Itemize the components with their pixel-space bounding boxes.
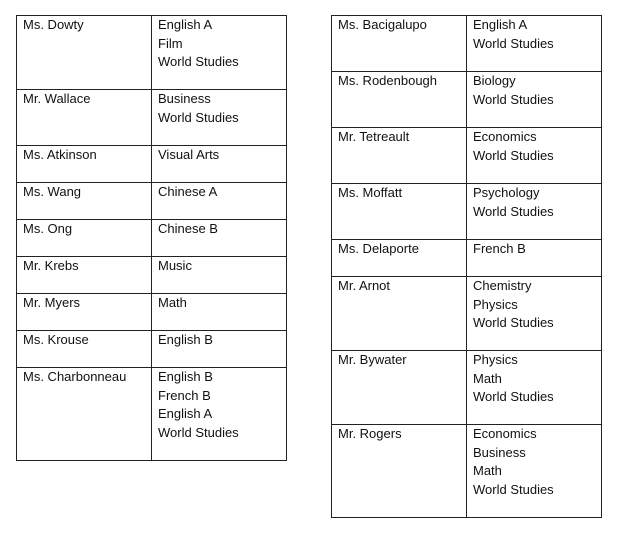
teacher-name: Ms. Ong	[23, 221, 73, 236]
subject: Business	[158, 91, 211, 106]
subjects-cell	[152, 90, 287, 146]
teacher-name-cell	[332, 277, 467, 351]
table-row	[17, 294, 287, 331]
left-teacher-table	[16, 15, 287, 461]
subject: World Studies	[473, 315, 554, 330]
teacher-name: Mr. Arnot	[338, 278, 391, 293]
subject: World Studies	[473, 203, 554, 219]
teacher-name: Ms. Wang	[23, 184, 82, 199]
teacher-name-cell	[17, 294, 152, 331]
table-row	[332, 351, 602, 425]
teacher-name-cell	[17, 220, 152, 257]
subject: Math	[473, 370, 502, 386]
subject: Math	[473, 463, 502, 478]
teacher-name-cell	[332, 184, 467, 240]
table-row	[17, 90, 287, 146]
subjects-cell	[467, 184, 602, 240]
table-row	[17, 220, 287, 257]
teacher-name: Ms. Delaporte	[338, 241, 419, 256]
subject: Film	[158, 35, 183, 51]
table-row	[332, 240, 602, 277]
subjects-cell	[152, 294, 287, 331]
subject: Economics	[473, 426, 537, 441]
table-row	[332, 425, 602, 518]
teacher-name: Ms. Bacigalupo	[338, 17, 427, 32]
subject: World Studies	[473, 91, 554, 107]
right-teacher-table	[331, 15, 602, 518]
subject: English B	[158, 332, 213, 347]
table-row	[17, 257, 287, 294]
subjects-cell	[152, 331, 287, 368]
subjects-cell	[152, 220, 287, 257]
subject: English A	[158, 406, 213, 421]
teacher-name-cell	[17, 331, 152, 368]
table-row	[17, 16, 287, 90]
subject: World Studies	[158, 424, 239, 440]
subject: French B	[473, 241, 526, 256]
subject: Chemistry	[473, 278, 532, 293]
teacher-name-cell	[332, 72, 467, 128]
teacher-name-cell	[17, 146, 152, 183]
table-row	[17, 331, 287, 368]
teacher-name: Mr. Krebs	[23, 258, 79, 273]
table-row	[332, 184, 602, 240]
subject: English A	[158, 17, 213, 32]
subject: Chinese A	[158, 184, 218, 199]
subject: World Studies	[473, 35, 554, 51]
teacher-name-cell	[17, 368, 152, 461]
subjects-cell	[152, 368, 287, 461]
table-row	[17, 183, 287, 220]
subject: World Studies	[473, 389, 554, 404]
subject: World Studies	[473, 147, 554, 163]
teacher-name-cell	[332, 240, 467, 277]
teacher-name: Mr. Rogers	[338, 426, 402, 441]
teacher-name: Ms. Charbonneau	[23, 369, 127, 384]
subject: Psychology	[473, 185, 540, 200]
table-row	[332, 16, 602, 72]
subject: English B	[158, 369, 213, 384]
table-row	[17, 368, 287, 461]
subjects-cell	[152, 257, 287, 294]
subjects-cell	[467, 72, 602, 128]
subjects-cell	[467, 16, 602, 72]
subject: Visual Arts	[158, 147, 220, 162]
table-row	[332, 128, 602, 184]
subject: Music	[158, 258, 192, 273]
teacher-name-cell	[332, 351, 467, 425]
teacher-name: Ms. Dowty	[23, 17, 84, 32]
teacher-name: Mr. Wallace	[23, 91, 91, 106]
subject: French B	[158, 387, 211, 403]
subject: Biology	[473, 73, 516, 88]
subjects-cell	[467, 240, 602, 277]
teacher-name-cell	[332, 16, 467, 72]
subjects-cell	[467, 277, 602, 351]
teacher-name-cell	[17, 257, 152, 294]
teacher-name: Ms. Krouse	[23, 332, 89, 347]
teacher-name-cell	[17, 90, 152, 146]
subjects-cell	[152, 146, 287, 183]
subject: English A	[473, 17, 528, 32]
teacher-name: Mr. Tetreault	[338, 129, 410, 144]
teacher-name: Ms. Moffatt	[338, 185, 403, 200]
subject: World Studies	[158, 54, 239, 69]
subjects-cell	[152, 183, 287, 220]
subject: Physics	[473, 352, 518, 367]
subject: Chinese B	[158, 221, 218, 236]
subject: Business	[473, 444, 526, 460]
subject: World Studies	[473, 481, 554, 497]
subject: Economics	[473, 129, 537, 144]
teacher-name: Mr. Myers	[23, 295, 81, 310]
teacher-name: Ms. Atkinson	[23, 147, 97, 162]
subjects-cell	[467, 351, 602, 425]
subjects-cell	[467, 425, 602, 518]
subject: Physics	[473, 296, 518, 312]
teacher-name-cell	[332, 425, 467, 518]
subject: Math	[158, 295, 187, 310]
teacher-name-cell	[332, 128, 467, 184]
teacher-name-cell	[17, 183, 152, 220]
table-row	[332, 277, 602, 351]
teacher-name: Ms. Rodenbough	[338, 73, 438, 88]
table-row	[17, 146, 287, 183]
teacher-name: Mr. Bywater	[338, 352, 407, 367]
subjects-cell	[467, 128, 602, 184]
teacher-name-cell	[17, 16, 152, 90]
subjects-cell	[152, 16, 287, 90]
subject: World Studies	[158, 109, 239, 125]
table-row	[332, 72, 602, 128]
